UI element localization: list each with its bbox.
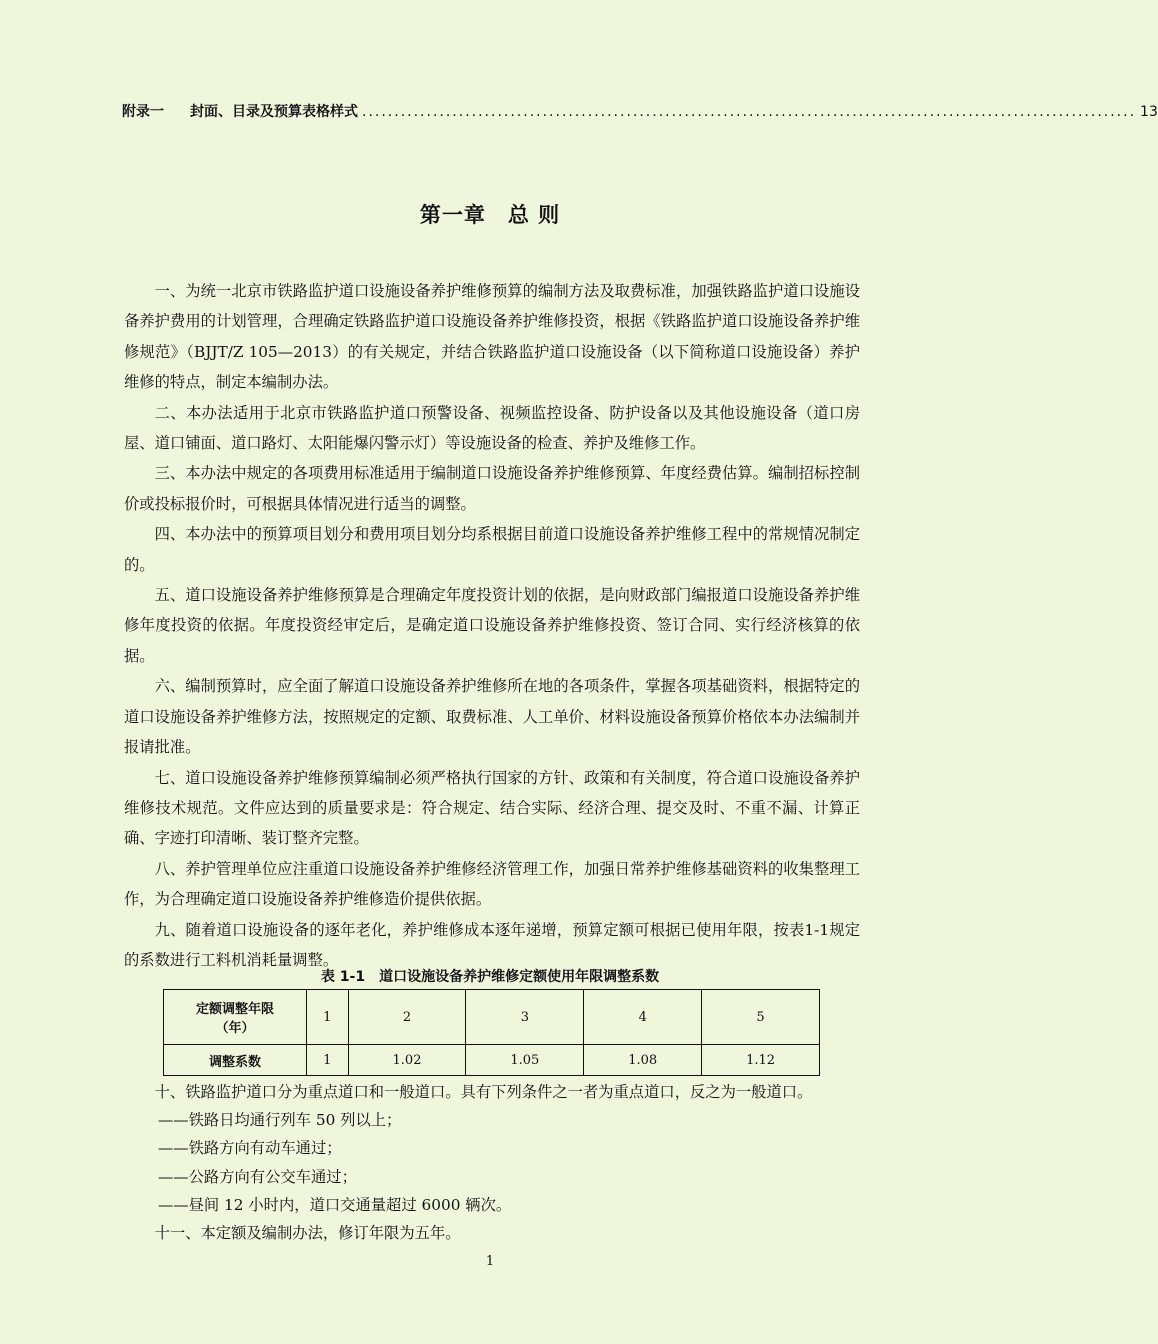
table-row [164, 1045, 820, 1076]
table-header-coefficient: 调整系数 [164, 1045, 307, 1076]
table-header-years: 定额调整年限 （年） [164, 990, 307, 1045]
table-cell: 1 [307, 990, 349, 1045]
toc-page-number: 13 [1140, 104, 1158, 120]
list-item: ——昼间 12 小时内，道口交通量超过 6000 辆次。 [158, 1195, 512, 1214]
toc-leader: ........................................................................................................................ [362, 104, 1137, 120]
table-cell: 1.02 [348, 1045, 466, 1076]
paragraph: 八、养护管理单位应注重道口设施设备养护维修经济管理工作，加强日常养护维修基础资料的收集整理工作，为合理确定道口设施设备养护维修造价提供依据。 [124, 859, 860, 909]
list-item: ——铁路方向有动车通过； [158, 1139, 342, 1158]
paragraph: 九、随着道口设施设备的逐年老化，养护维修成本逐年递增，预算定额可根据已使用年限，按表1-1规定的系数进行工料机消耗量调整。 [124, 920, 860, 969]
paragraph: 十一、本定额及编制办法，修订年限为五年。 [154, 1224, 461, 1243]
toc-entry[interactable] [122, 101, 1158, 121]
paragraph: 十、铁路监护道口分为重点道口和一般道口。具有下列条件之一者为重点道口，反之为一般道口。 [154, 1083, 813, 1101]
paragraph: 六、编制预算时，应全面了解道口设施设备养护维修所在地的各项条件，掌握各项基础资料，根据特定的道口设施设备养护维修方法，按照规定的定额、取费标准、人工单价、材料设施设备预算价格依本办法编制并报请批准。 [124, 677, 860, 757]
tail-text [124, 1078, 884, 1247]
paragraph: 三、本办法中规定的各项费用标准适用于编制道口设施设备养护维修预算、年度经费估算。编制招标控制价或投标报价时，可根据具体情况进行适当的调整。 [124, 464, 860, 513]
table-cell: 1 [307, 1045, 349, 1076]
toc-title: 封面、目录及预算表格样式 [190, 104, 358, 120]
table-cell: 4 [584, 990, 702, 1045]
list-item: ——铁路日均通行列车 50 列以上； [158, 1111, 402, 1130]
paragraph: 一、为统一北京市铁路监护道口设施设备养护维修预算的编制方法及取费标准，加强铁路监护道口设施设备养护费用的计划管理，合理确定铁路监护道口设施设备养护维修投资，根据《铁路监护道口设施设备养护维修规范》（BJJT/Z 105—2013）的有关规定，并结合铁路监护道口设施设备（以下简称道口设施设备）养护维修的特点，制定本编制办法。 [124, 282, 860, 392]
table-row [164, 990, 820, 1045]
paragraph: 二、本办法适用于北京市铁路监护道口预警设备、视频监控设备、防护设备以及其他设施设备（道口房屋、道口铺面、道口路灯、太阳能爆闪警示灯）等设施设备的检查、养护及维修工作。 [124, 403, 860, 453]
table-cell: 5 [702, 990, 820, 1045]
toc-label: 附录一 [122, 104, 164, 120]
body-text [124, 276, 860, 975]
table-cell: 3 [466, 990, 584, 1045]
table-cell: 2 [348, 990, 466, 1045]
page-number: 1 [485, 1254, 495, 1269]
list-item: ——公路方向有公交车通过； [158, 1167, 357, 1186]
table-caption: 表 1-1 道口设施设备养护维修定额使用年限调整系数 [320, 969, 660, 985]
paragraph: 七、道口设施设备养护维修预算编制必须严格执行国家的方针、政策和有关制度，符合道口设施设备养护维修技术规范。文件应达到的质量要求是：符合规定、结合实际、经济合理、提交及时、不重不漏、计算正确、字迹打印清晰、装订整齐完整。 [124, 768, 860, 848]
paragraph: 五、道口设施设备养护维修预算是合理确定年度投资计划的依据，是向财政部门编报道口设施设备养护维修年度投资的依据。年度投资经审定后，是确定道口设施设备养护维修投资、签订合同、实行经济核算的依据。 [124, 586, 860, 665]
chapter-title: 第一章 总 则 [419, 203, 561, 227]
paragraph: 四、本办法中的预算项目划分和费用项目划分均系根据目前道口设施设备养护维修工程中的常规情况制定的。 [124, 525, 860, 574]
table-cell: 1.05 [466, 1045, 584, 1076]
table-cell: 1.12 [702, 1045, 820, 1076]
adjustment-coefficient-table [163, 989, 820, 1076]
table-cell: 1.08 [584, 1045, 702, 1076]
